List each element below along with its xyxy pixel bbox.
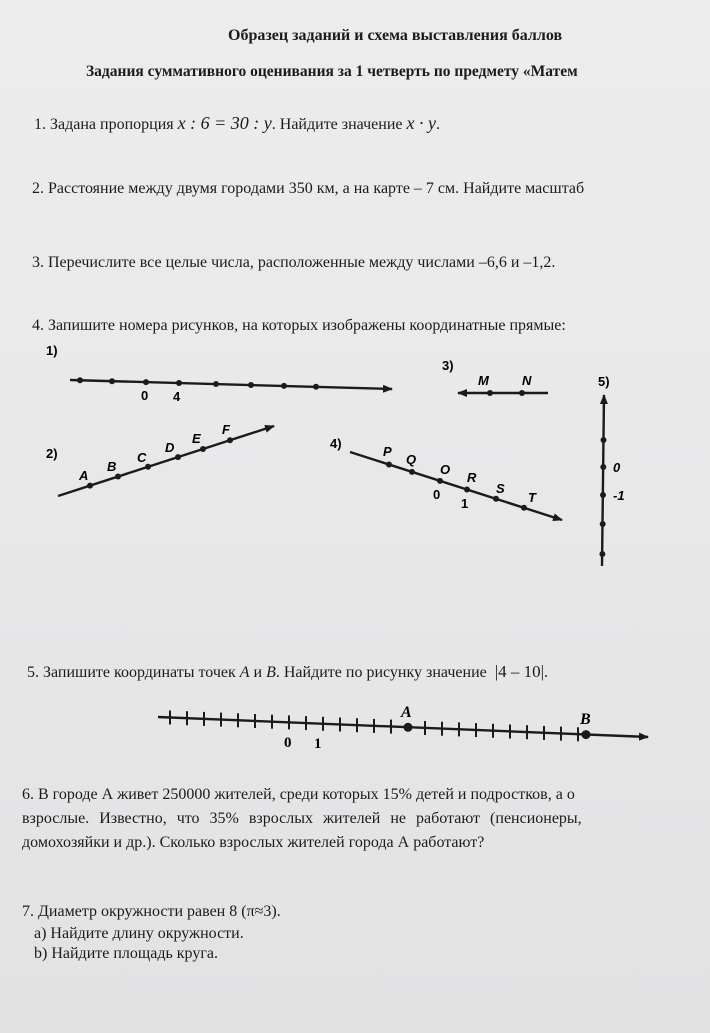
figure-4-label-t: T <box>528 490 536 505</box>
figure-3-label-m: M <box>478 373 489 388</box>
task-5-abs-expression: |4 – 10| <box>494 662 545 681</box>
task-1-formula: x : 6 = 30 : y <box>177 113 272 133</box>
point-a-label: A <box>401 704 412 721</box>
figure-3-label-n: N <box>522 373 532 388</box>
figure-2-label-f: F <box>222 422 230 437</box>
figure-2 <box>46 422 274 496</box>
figure-3 <box>442 358 548 396</box>
figure-2-number: 2) <box>46 446 58 461</box>
task-6-line-2: взрослые. Известно, что 35% взрослых жителей не работают (пенсионеры, <box>22 810 582 827</box>
figure-5-number: 5) <box>598 374 610 389</box>
task-5-and: и <box>249 664 267 681</box>
figure-2-label-c: C <box>137 450 147 465</box>
task-1-text2: . Найдите значение <box>271 116 407 133</box>
figure-4-label-s: S <box>496 481 505 496</box>
figure-2-label-e: E <box>192 431 201 446</box>
figure-2-label-b: B <box>107 459 117 474</box>
task-6-line-1: 6. В городе А живет 250000 жителей, среди которых 15% детей и подростков, а о <box>22 786 575 803</box>
task-2: 2. Расстояние между двумя городами 350 км, а на карте – 7 см. Найдите масштаб <box>32 180 585 197</box>
task-5-point-a: A <box>239 664 250 681</box>
figure-2-label-a: A <box>79 468 89 483</box>
figure-1-zero: 0 <box>141 388 149 403</box>
task-5 <box>27 662 548 682</box>
point-b-label: B <box>580 711 591 728</box>
figure-4-label-q: Q <box>406 452 417 467</box>
point-b <box>582 730 591 739</box>
task-3: 3. Перечислите все целые числа, расположенные между числами –6,6 и –1,2. <box>32 254 556 271</box>
point-a <box>404 723 413 732</box>
page-title: Образец заданий и схема выставления баллов <box>228 27 563 44</box>
figure-5-zero: 0 <box>613 460 621 475</box>
task-4: 4. Запишите номера рисунков, на которых изображены координатные прямые: <box>32 317 566 334</box>
task-5-end: . <box>544 664 549 681</box>
figure-1-number: 1) <box>46 343 58 358</box>
task-7-part-b: b) Найдите площадь круга. <box>34 945 218 962</box>
figure-1-four: 4 <box>173 389 181 404</box>
task-5-text: 5. Запишите координаты точек <box>27 664 240 681</box>
figure-4-one: 1 <box>461 496 469 511</box>
figure-4-zero: 0 <box>433 487 441 502</box>
task-5-one: 1 <box>314 736 322 752</box>
task-6-line-3: домохозяйки и др.). Сколько взрослых жителей города А работают? <box>22 834 485 851</box>
figure-3-number: 3) <box>442 358 454 373</box>
task-5-point-b: B <box>266 664 276 681</box>
figure-1 <box>46 343 392 404</box>
task-5-number-line <box>158 704 648 752</box>
figure-4-label-r: R <box>467 470 477 485</box>
figure-4-label-p: P <box>383 444 392 459</box>
task-5-zero: 0 <box>284 735 292 751</box>
task-1-formula2: x · y <box>406 113 436 133</box>
task-5-text2: . Найдите по рисунку значение <box>275 664 491 681</box>
figure-4-label-o: O <box>440 462 451 477</box>
figure-5-minus-one: -1 <box>613 488 625 503</box>
task-1-text: 1. Задана пропорция <box>34 116 178 133</box>
figure-4-number: 4) <box>330 436 342 451</box>
page-subtitle: Задания суммативного оценивания за 1 четверть по предмету «Матем <box>86 63 578 80</box>
figure-4 <box>330 436 562 520</box>
task-7-line-1: 7. Диаметр окружности равен 8 (π≈3). <box>22 903 281 920</box>
figure-2-label-d: D <box>165 440 175 455</box>
task-1-text3: . <box>435 116 440 133</box>
figure-5 <box>598 374 625 566</box>
task-7-part-a: a) Найдите длину окружности. <box>34 925 244 942</box>
